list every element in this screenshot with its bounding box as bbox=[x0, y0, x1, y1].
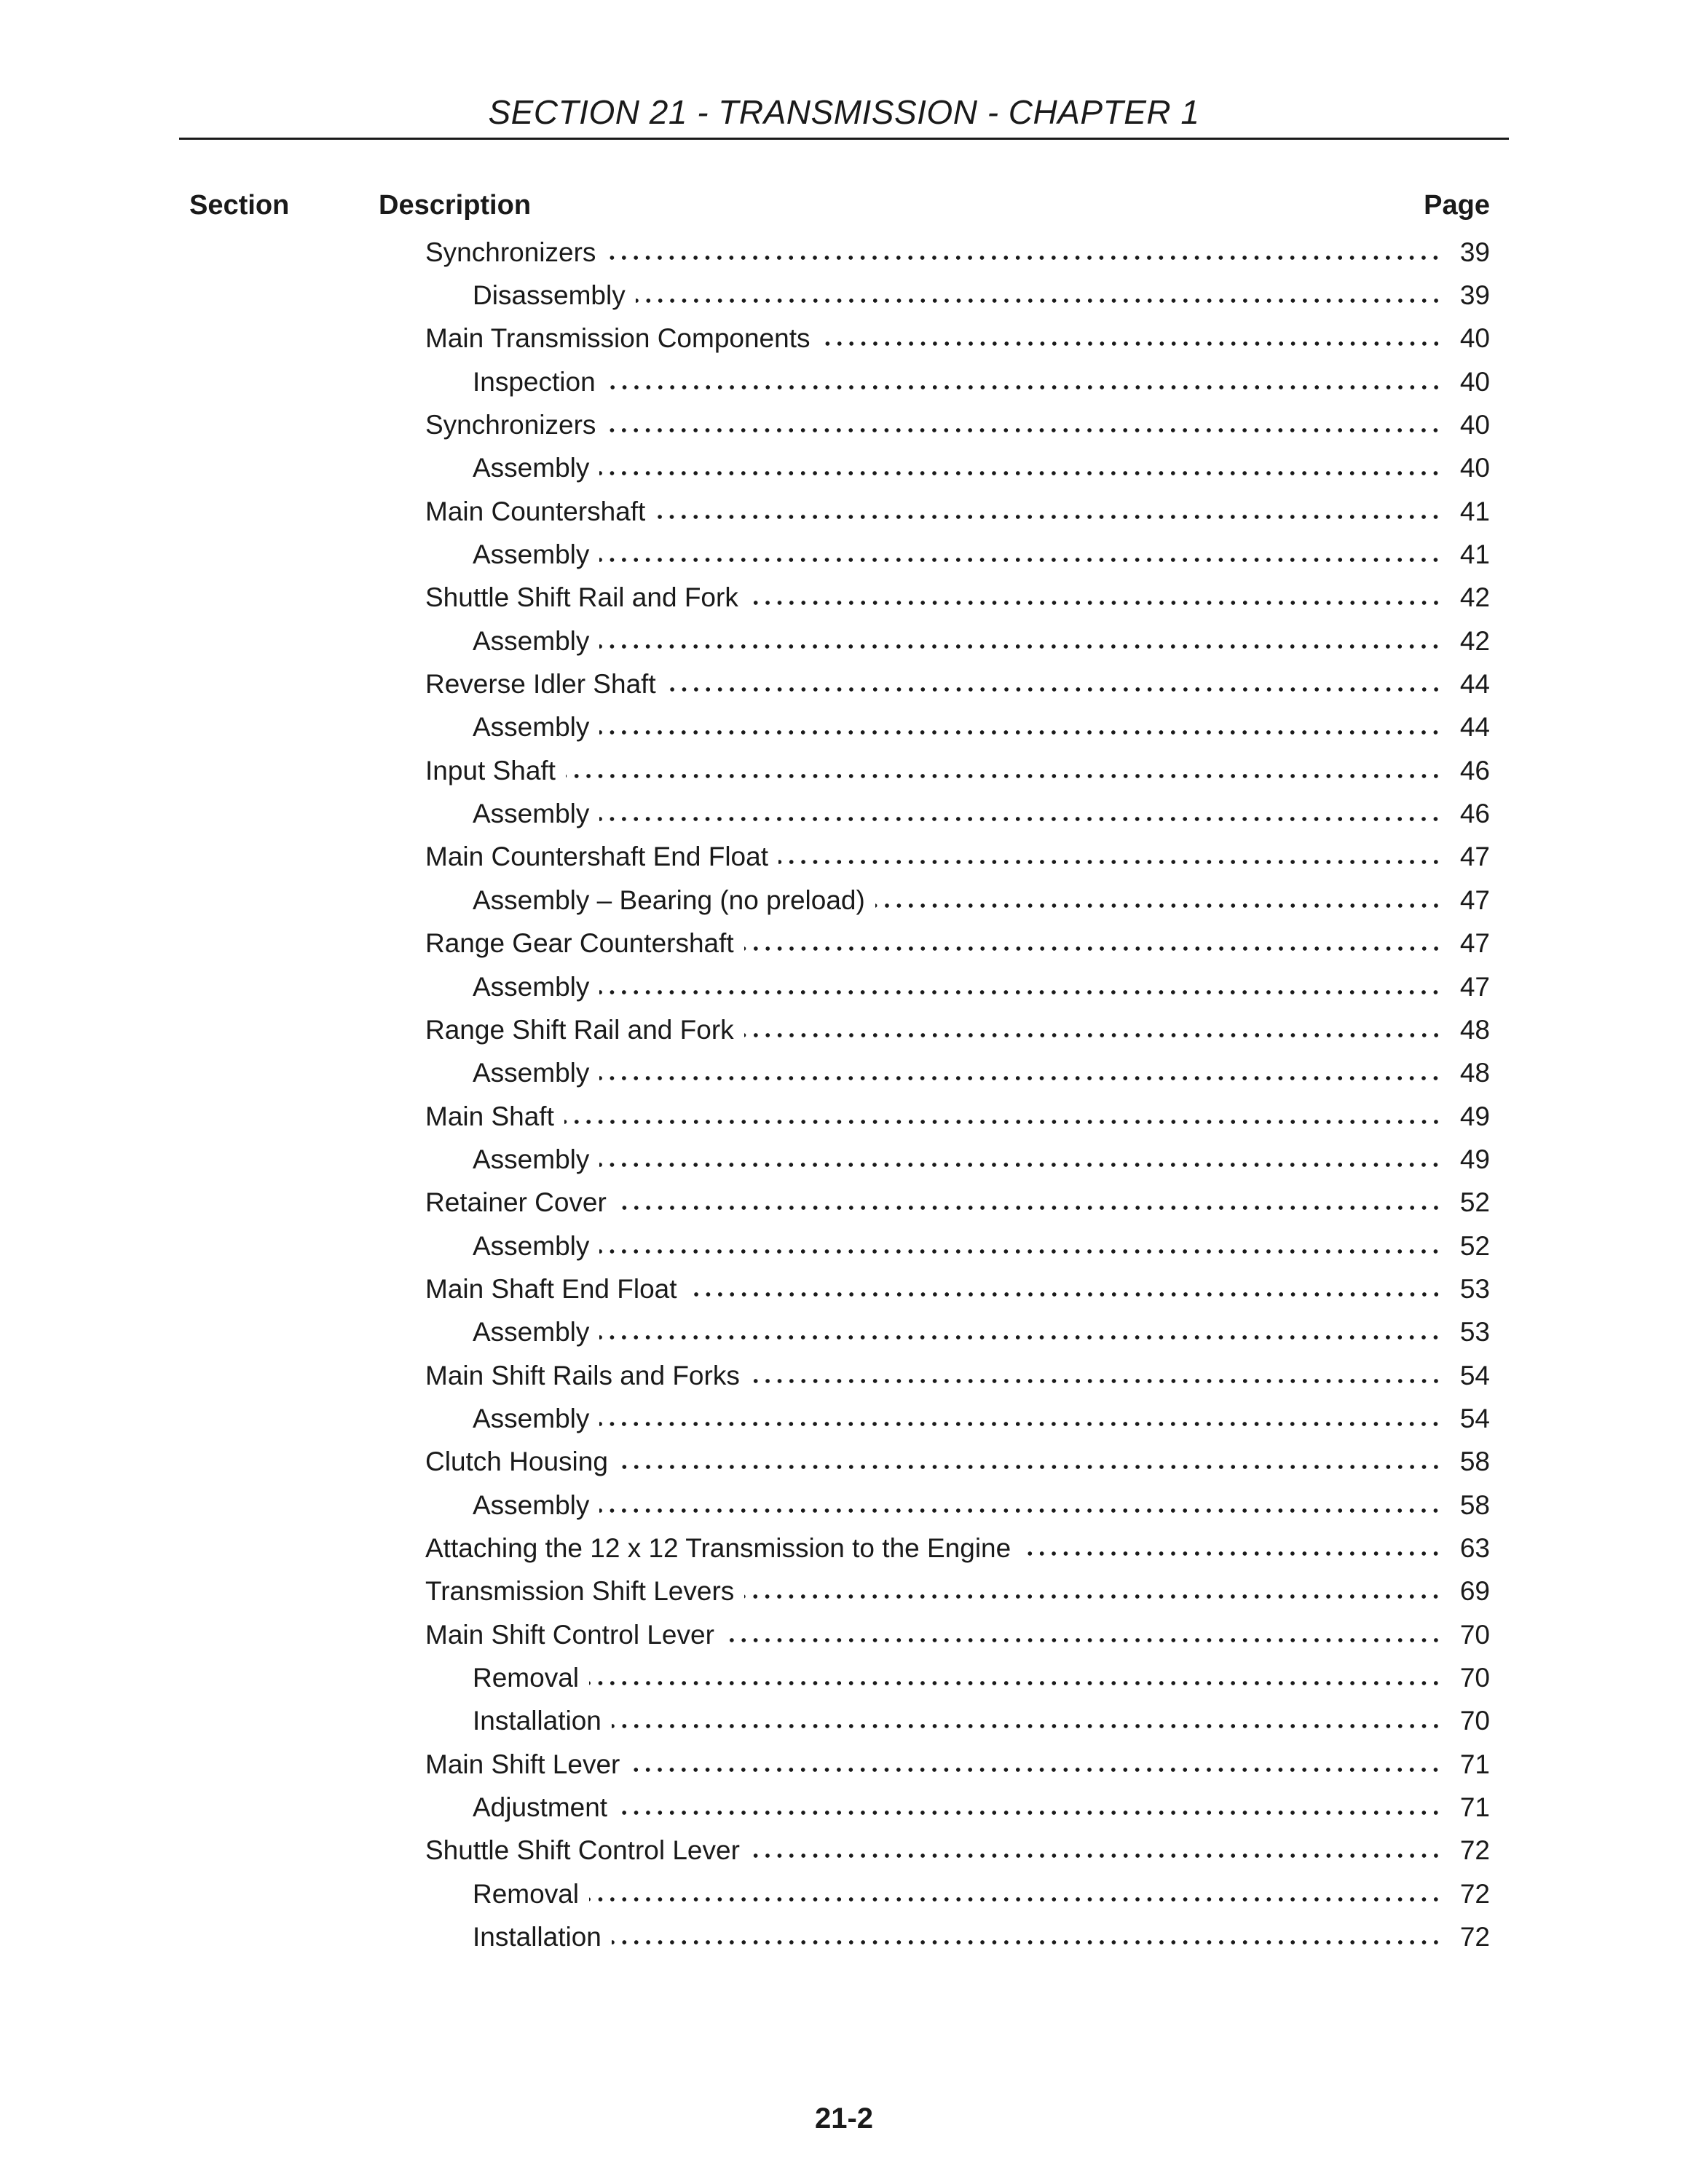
toc-entry-title: Assembly bbox=[473, 1058, 590, 1088]
table-of-contents bbox=[425, 231, 1490, 1959]
toc-entry-page: 41 bbox=[1459, 496, 1490, 526]
dot-leader bbox=[778, 854, 1442, 870]
toc-entry-page: 40 bbox=[1459, 323, 1490, 354]
dot-leader bbox=[618, 1459, 1442, 1475]
toc-entry-page: 48 bbox=[1459, 1058, 1490, 1088]
dot-leader bbox=[589, 1675, 1442, 1691]
toc-entry-page: 53 bbox=[1459, 1317, 1490, 1348]
dot-leader bbox=[564, 1114, 1442, 1130]
toc-entry bbox=[425, 1570, 1490, 1613]
dot-leader bbox=[599, 724, 1442, 740]
dot-leader bbox=[744, 1588, 1442, 1605]
toc-entry-title: Synchronizers bbox=[425, 237, 596, 267]
toc-entry-page: 72 bbox=[1459, 1878, 1490, 1909]
toc-entry-page: 40 bbox=[1459, 410, 1490, 440]
toc-entry-page: 70 bbox=[1459, 1663, 1490, 1693]
toc-entry-title: Installation bbox=[473, 1922, 602, 1952]
toc-entry-page: 44 bbox=[1459, 669, 1490, 700]
dot-leader bbox=[599, 811, 1442, 827]
toc-entry-title: Assembly bbox=[473, 1230, 590, 1261]
toc-entry bbox=[425, 1095, 1490, 1138]
toc-entry-title: Reverse Idler Shaft bbox=[425, 669, 656, 700]
toc-entry bbox=[425, 231, 1490, 274]
toc-entry bbox=[425, 1354, 1490, 1397]
toc-subentry bbox=[425, 1224, 1490, 1267]
dot-leader bbox=[750, 1373, 1442, 1389]
page-number: 21-2 bbox=[814, 2102, 874, 2134]
dot-leader bbox=[618, 1805, 1442, 1821]
column-headings bbox=[0, 183, 1688, 227]
toc-entry-title: Retainer Cover bbox=[425, 1187, 607, 1218]
toc-entry-title: Assembly – Bearing (no preload) bbox=[473, 885, 865, 915]
toc-entry-page: 71 bbox=[1459, 1749, 1490, 1779]
toc-entry-page: 47 bbox=[1459, 885, 1490, 915]
toc-entry-title: Assembly bbox=[473, 799, 590, 829]
toc-entry-title: Main Countershaft bbox=[425, 496, 646, 526]
dot-leader bbox=[589, 1891, 1442, 1907]
toc-subentry bbox=[425, 1138, 1490, 1181]
toc-entry-title: Range Gear Countershaft bbox=[425, 928, 734, 959]
toc-entry-page: 54 bbox=[1459, 1403, 1490, 1433]
dot-leader bbox=[875, 898, 1442, 914]
toc-entry-title: Main Shift Rails and Forks bbox=[425, 1360, 740, 1390]
toc-entry-title: Main Shift Lever bbox=[425, 1749, 620, 1779]
toc-entry-title: Assembly bbox=[473, 1144, 590, 1174]
toc-subentry bbox=[425, 706, 1490, 749]
dot-leader bbox=[566, 768, 1442, 784]
toc-entry-page: 54 bbox=[1459, 1360, 1490, 1390]
toc-entry-title: Main Transmission Components bbox=[425, 323, 811, 354]
toc-entry-page: 70 bbox=[1459, 1706, 1490, 1736]
dot-leader bbox=[606, 379, 1442, 395]
toc-entry-page: 39 bbox=[1459, 280, 1490, 311]
toc-entry-page: 58 bbox=[1459, 1489, 1490, 1520]
toc-entry-page: 70 bbox=[1459, 1619, 1490, 1650]
toc-entry-page: 58 bbox=[1459, 1447, 1490, 1477]
dot-leader bbox=[599, 1503, 1442, 1519]
toc-entry-title: Main Countershaft End Float bbox=[425, 842, 768, 872]
dot-leader bbox=[599, 1329, 1442, 1345]
page-column-heading: Page bbox=[1424, 190, 1490, 221]
toc-entry bbox=[425, 1008, 1490, 1051]
toc-entry bbox=[425, 1441, 1490, 1484]
dot-leader bbox=[749, 595, 1442, 611]
toc-entry-page: 47 bbox=[1459, 971, 1490, 1002]
dot-leader bbox=[821, 336, 1443, 352]
toc-entry-title: Main Shaft bbox=[425, 1101, 554, 1131]
toc-subentry bbox=[425, 1656, 1490, 1699]
dot-leader bbox=[599, 1416, 1442, 1432]
toc-entry-title: Assembly bbox=[473, 1403, 590, 1433]
dot-leader bbox=[744, 941, 1442, 957]
toc-entry-title: Clutch Housing bbox=[425, 1447, 608, 1477]
toc-entry-title: Assembly bbox=[473, 1317, 590, 1348]
toc-entry-title: Shuttle Shift Rail and Fork bbox=[425, 582, 738, 613]
toc-entry-page: 42 bbox=[1459, 582, 1490, 613]
toc-subentry bbox=[425, 1700, 1490, 1743]
toc-entry-page: 49 bbox=[1459, 1101, 1490, 1131]
dot-leader bbox=[750, 1848, 1442, 1864]
toc-subentry bbox=[425, 1397, 1490, 1440]
toc-subentry bbox=[425, 1311, 1490, 1354]
toc-entry-title: Removal bbox=[473, 1878, 579, 1909]
toc-entry bbox=[425, 662, 1490, 705]
toc-entry-title: Main Shift Control Lever bbox=[425, 1619, 714, 1650]
toc-entry-page: 40 bbox=[1459, 453, 1490, 483]
description-column-heading: Description bbox=[379, 190, 532, 221]
toc-entry-page: 53 bbox=[1459, 1273, 1490, 1304]
toc-subentry bbox=[425, 1786, 1490, 1829]
dot-leader bbox=[606, 250, 1442, 266]
toc-entry-title: Shuttle Shift Control Lever bbox=[425, 1835, 740, 1866]
toc-subentry bbox=[425, 360, 1490, 403]
toc-entry bbox=[425, 1182, 1490, 1224]
toc-entry-page: 72 bbox=[1459, 1835, 1490, 1866]
toc-entry bbox=[425, 836, 1490, 879]
toc-entry-title: Assembly bbox=[473, 625, 590, 656]
toc-subentry bbox=[425, 1484, 1490, 1527]
dot-leader bbox=[1021, 1546, 1442, 1562]
toc-entry-page: 39 bbox=[1459, 237, 1490, 267]
dot-leader bbox=[666, 681, 1442, 697]
dot-leader bbox=[599, 552, 1442, 568]
toc-subentry bbox=[425, 620, 1490, 662]
toc-subentry bbox=[425, 1872, 1490, 1915]
dot-leader bbox=[599, 984, 1442, 1000]
toc-entry-title: Inspection bbox=[473, 366, 596, 397]
toc-entry-title: Range Shift Rail and Fork bbox=[425, 1014, 734, 1045]
toc-entry-title: Assembly bbox=[473, 712, 590, 743]
toc-entry-page: 46 bbox=[1459, 755, 1490, 786]
toc-entry-title: Adjustment bbox=[473, 1792, 608, 1823]
toc-subentry bbox=[425, 274, 1490, 317]
header-divider bbox=[179, 138, 1509, 140]
toc-entry bbox=[425, 1829, 1490, 1872]
toc-subentry bbox=[425, 965, 1490, 1008]
dot-leader bbox=[599, 1157, 1442, 1173]
toc-entry bbox=[425, 749, 1490, 792]
toc-entry bbox=[425, 317, 1490, 360]
toc-entry-page: 41 bbox=[1459, 539, 1490, 570]
toc-entry-title: Assembly bbox=[473, 453, 590, 483]
toc-entry-page: 71 bbox=[1459, 1792, 1490, 1823]
toc-entry-page: 40 bbox=[1459, 366, 1490, 397]
toc-entry-title: Assembly bbox=[473, 971, 590, 1002]
dot-leader bbox=[744, 1027, 1442, 1043]
toc-entry-title: Synchronizers bbox=[425, 410, 596, 440]
toc-entry-title: Disassembly bbox=[473, 280, 626, 311]
toc-entry bbox=[425, 403, 1490, 446]
dot-leader bbox=[606, 422, 1442, 438]
toc-entry-page: 42 bbox=[1459, 625, 1490, 656]
toc-entry-title: Attaching the 12 x 12 Transmission to the Engine bbox=[425, 1532, 1011, 1563]
toc-entry bbox=[425, 1527, 1490, 1570]
dot-leader bbox=[599, 465, 1442, 481]
toc-entry-title: Main Shaft End Float bbox=[425, 1273, 677, 1304]
toc-entry-title: Assembly bbox=[473, 539, 590, 570]
toc-entry-title: Transmission Shift Levers bbox=[425, 1576, 735, 1607]
section-column-heading: Section bbox=[189, 190, 290, 221]
dot-leader bbox=[630, 1762, 1442, 1778]
toc-entry-page: 52 bbox=[1459, 1230, 1490, 1261]
toc-entry bbox=[425, 1743, 1490, 1786]
toc-entry-page: 63 bbox=[1459, 1532, 1490, 1563]
toc-entry bbox=[425, 577, 1490, 620]
dot-leader bbox=[612, 1718, 1442, 1734]
toc-entry-page: 49 bbox=[1459, 1144, 1490, 1174]
toc-entry bbox=[425, 922, 1490, 965]
toc-entry bbox=[425, 490, 1490, 533]
toc-entry-page: 48 bbox=[1459, 1014, 1490, 1045]
toc-entry-page: 72 bbox=[1459, 1922, 1490, 1952]
dot-leader bbox=[599, 638, 1442, 654]
toc-subentry bbox=[425, 447, 1490, 490]
toc-subentry bbox=[425, 879, 1490, 922]
dot-leader bbox=[599, 1070, 1442, 1086]
dot-leader bbox=[617, 1200, 1442, 1216]
toc-entry-title: Input Shaft bbox=[425, 755, 556, 786]
toc-entry-title: Removal bbox=[473, 1663, 579, 1693]
dot-leader bbox=[636, 293, 1442, 309]
toc-entry-page: 69 bbox=[1459, 1576, 1490, 1607]
dot-leader bbox=[655, 509, 1442, 525]
dot-leader bbox=[612, 1934, 1442, 1950]
dot-leader bbox=[725, 1632, 1442, 1648]
toc-entry-page: 44 bbox=[1459, 712, 1490, 743]
dot-leader bbox=[599, 1243, 1442, 1259]
toc-subentry bbox=[425, 792, 1490, 835]
toc-subentry bbox=[425, 1052, 1490, 1095]
toc-entry bbox=[425, 1613, 1490, 1656]
toc-entry-title: Assembly bbox=[473, 1489, 590, 1520]
toc-entry-page: 47 bbox=[1459, 842, 1490, 872]
toc-subentry bbox=[425, 533, 1490, 576]
dot-leader bbox=[687, 1286, 1442, 1302]
toc-entry-title: Installation bbox=[473, 1706, 602, 1736]
toc-subentry bbox=[425, 1915, 1490, 1958]
page-header-title: SECTION 21 - TRANSMISSION - CHAPTER 1 bbox=[488, 93, 1200, 131]
toc-entry bbox=[425, 1267, 1490, 1310]
toc-entry-page: 47 bbox=[1459, 928, 1490, 959]
toc-entry-page: 46 bbox=[1459, 799, 1490, 829]
toc-entry-page: 52 bbox=[1459, 1187, 1490, 1218]
